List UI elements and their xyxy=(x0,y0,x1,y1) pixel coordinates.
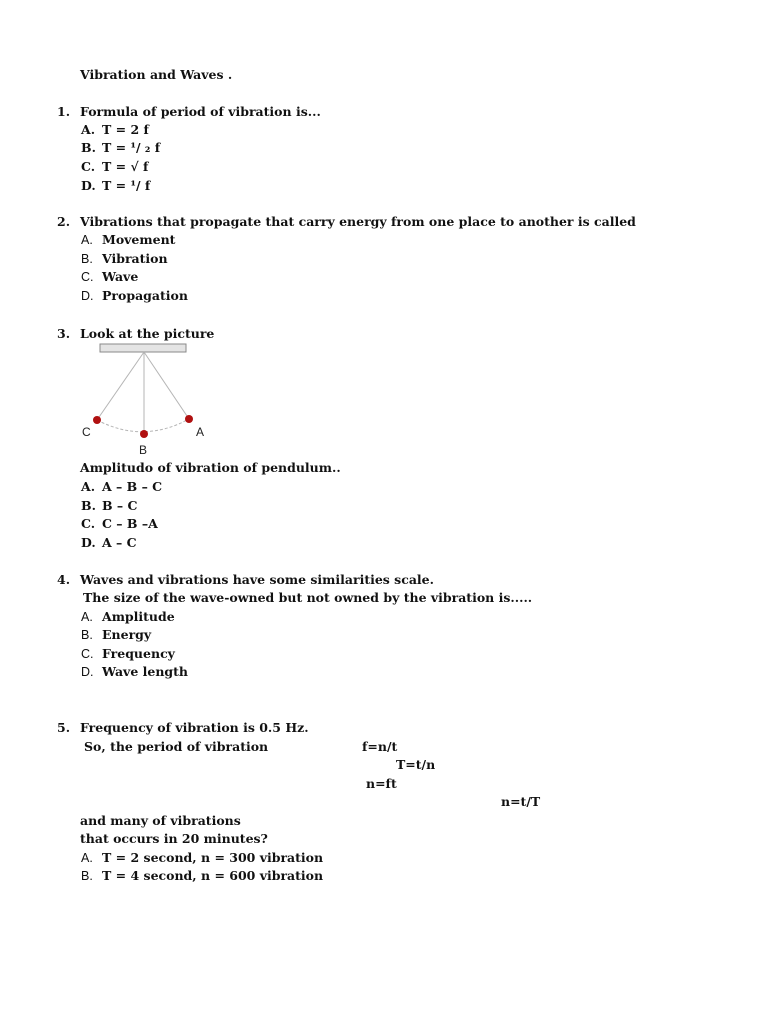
question-5-line-2: So, the period of vibration xyxy=(84,739,269,754)
q2-option-b-letter: B. xyxy=(81,252,93,266)
q4-option-d: Wave length xyxy=(102,664,189,679)
q3-option-c-letter: C. xyxy=(81,516,96,531)
q3-option-a: A – B – C xyxy=(102,479,163,494)
question-5-text: Frequency of vibration is 0.5 Hz. xyxy=(80,720,309,735)
question-3-subtext: Amplitudo of vibration of pendulum.. xyxy=(80,460,341,475)
question-3-text: Look at the picture xyxy=(80,326,215,341)
question-5-line-3: and many of vibrations xyxy=(80,813,241,828)
question-1-text: Formula of period of vibration is... xyxy=(80,104,321,119)
q2-option-d: Propagation xyxy=(102,288,188,303)
q2-option-d-letter: D. xyxy=(81,289,94,303)
formula-period: T=t/n xyxy=(396,757,436,772)
q2-option-a: Movement xyxy=(102,232,176,247)
q1-option-c: T = √ f xyxy=(102,159,149,174)
q3-option-c: C – B –A xyxy=(102,516,158,531)
q2-option-c: Wave xyxy=(102,269,139,284)
label-b: B xyxy=(139,443,148,457)
formula-count-period: n=t/T xyxy=(501,794,541,809)
q2-option-b: Vibration xyxy=(102,251,168,266)
q5-option-a: T = 2 second, n = 300 vibration xyxy=(102,850,324,865)
question-3-number: 3. xyxy=(57,326,71,341)
q4-option-c-letter: C. xyxy=(81,647,94,661)
q1-option-a-letter: A. xyxy=(81,122,96,137)
question-2-number: 2. xyxy=(57,214,71,229)
q3-option-d: A – C xyxy=(102,535,137,550)
page-title: Vibration and Waves . xyxy=(80,67,233,82)
q1-option-b-letter: B. xyxy=(81,140,96,155)
q1-option-d: T = ¹/ f xyxy=(102,178,151,193)
q2-option-c-letter: C. xyxy=(81,270,94,284)
pendulum-string-right xyxy=(144,352,189,419)
q4-option-b-letter: B. xyxy=(81,628,93,642)
label-c: C xyxy=(82,425,91,439)
formula-count: n=ft xyxy=(366,776,397,791)
q3-option-b: B – C xyxy=(102,498,138,513)
question-1-number: 1. xyxy=(57,104,71,119)
q3-option-a-letter: A. xyxy=(81,479,96,494)
question-5-number: 5. xyxy=(57,720,71,735)
q5-option-b: T = 4 second, n = 600 vibration xyxy=(102,868,324,883)
label-a: A xyxy=(196,425,205,439)
pendulum-bob-b xyxy=(140,430,148,438)
pendulum-bob-a xyxy=(185,415,193,423)
question-4-text-2: The size of the wave-owned but not owned by the vibration is..... xyxy=(83,590,533,605)
q2-option-a-letter: A. xyxy=(81,233,93,247)
q5-option-b-letter: B. xyxy=(81,869,93,883)
q3-option-b-letter: B. xyxy=(81,498,96,513)
pendulum-support-bar xyxy=(100,344,186,352)
pendulum-figure xyxy=(70,340,240,460)
q1-option-c-letter: C. xyxy=(81,159,96,174)
q4-option-a-letter: A. xyxy=(81,610,93,624)
q4-option-a: Amplitude xyxy=(102,609,175,624)
question-4-text: Waves and vibrations have some similarities scale. xyxy=(80,572,434,587)
q4-option-c: Frequency xyxy=(102,646,175,661)
formula-frequency: f=n/t xyxy=(362,739,398,754)
question-2-text: Vibrations that propagate that carry energy from one place to another is called xyxy=(80,214,636,229)
question-5-line-4: that occurs in 20 minutes? xyxy=(80,831,268,846)
q4-option-b: Energy xyxy=(102,627,152,642)
q5-option-a-letter: A. xyxy=(81,851,93,865)
q3-option-d-letter: D. xyxy=(81,535,96,550)
q1-option-b: T = ¹/ ₂ f xyxy=(102,140,161,155)
q1-option-d-letter: D. xyxy=(81,178,96,193)
q1-option-a: T = 2 f xyxy=(102,122,149,137)
pendulum-swing-arc xyxy=(97,419,189,432)
question-4-number: 4. xyxy=(57,572,71,587)
q4-option-d-letter: D. xyxy=(81,665,94,679)
pendulum-bob-c xyxy=(93,416,101,424)
pendulum-string-left xyxy=(97,352,144,420)
